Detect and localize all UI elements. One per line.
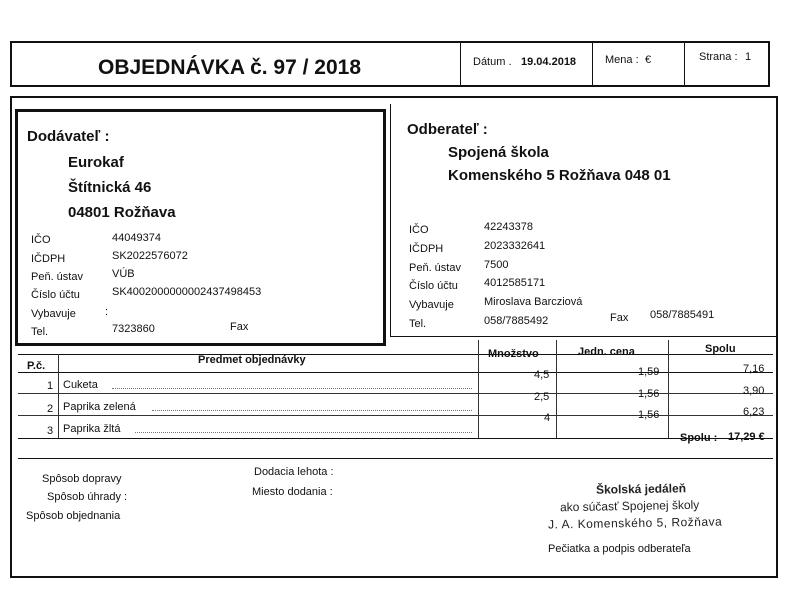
- stamp-line-3: J. A. Komenského 5, Rožňava: [547, 514, 723, 532]
- row-item: Cuketa: [63, 379, 98, 391]
- row-qty: 4,5: [534, 369, 550, 381]
- supplier-account-value: SK4002000000002437498453: [112, 286, 262, 298]
- sum-label: Spolu :: [680, 432, 718, 444]
- row-price: 1,59: [638, 366, 660, 378]
- page-number-cell: [684, 41, 771, 87]
- customer-bank-label: Peň. ústav: [409, 262, 461, 274]
- table-header-line: [18, 372, 773, 373]
- table-sum-line: [18, 458, 773, 459]
- page-label: Strana :: [699, 51, 738, 63]
- col-divider: [478, 340, 479, 438]
- customer-icdph-label: IČDPH: [409, 243, 444, 255]
- supplier-ico-label: IČO: [31, 234, 51, 246]
- row-leader-dots: [152, 410, 472, 411]
- currency-label: Mena :: [605, 54, 639, 66]
- customer-ico-label: IČO: [409, 224, 429, 236]
- customer-heading: Odberateľ :: [407, 121, 488, 138]
- customer-bottom-line: [390, 336, 777, 337]
- col-header-qty: Množstvo: [488, 348, 539, 360]
- customer-contact-label: Vybavuje: [409, 299, 454, 311]
- customer-contact-value: Miroslava Barcziová: [484, 296, 583, 308]
- currency-value: €: [645, 54, 652, 66]
- supplier-phone-label: Tel.: [31, 326, 49, 338]
- row-total: 7,16: [743, 363, 765, 375]
- table-row-line: [18, 393, 773, 394]
- table-top-line: [18, 354, 773, 355]
- supplier-street: Štítnická 46: [68, 179, 152, 196]
- col-header-item: Predmet objednávky: [198, 354, 306, 366]
- school-stamp: [540, 480, 760, 536]
- row-leader-dots: [135, 432, 472, 433]
- transport-label: Spôsob dopravy: [42, 473, 122, 485]
- supplier-contact-label: Vybavuje: [31, 308, 76, 320]
- table-row-line: [18, 415, 773, 416]
- sum-value: 17,29 €: [728, 431, 765, 443]
- supplier-fax-label: Fax: [230, 321, 249, 333]
- supplier-bank-label: Peň. ústav: [31, 271, 83, 283]
- supplier-bank-value: VÚB: [112, 268, 135, 280]
- row-qty: 2,5: [534, 391, 550, 403]
- order-method-label: Spôsob objednania: [26, 510, 121, 522]
- col-divider: [556, 340, 557, 438]
- supplier-phone-value: 7323860: [112, 323, 155, 335]
- payment-label: Spôsob úhrady :: [47, 491, 128, 503]
- row-item: Paprika žltá: [63, 423, 121, 435]
- date-label: Dátum .: [473, 56, 512, 68]
- customer-name: Spojená škola: [448, 144, 549, 161]
- stamp-line-1: Školská jedáleň: [595, 481, 687, 497]
- stamp-line-2: ako súčasť Spojenej školy: [559, 497, 700, 515]
- date-cell: [460, 41, 593, 87]
- customer-fax-value: 058/7885491: [650, 309, 715, 321]
- order-title: OBJEDNÁVKA č. 97 / 2018: [98, 56, 362, 79]
- row-total: 6,23: [743, 406, 765, 418]
- col-divider: [668, 340, 669, 438]
- row-price: 1,56: [638, 388, 660, 400]
- customer-icdph-value: 2023332641: [484, 240, 546, 252]
- row-qty: 4: [544, 412, 551, 424]
- currency-cell: [592, 41, 685, 87]
- table-bottom-line: [18, 438, 773, 439]
- page-value: 1: [745, 51, 752, 63]
- col-divider: [58, 354, 59, 438]
- supplier-heading: Dodávateľ :: [27, 128, 110, 145]
- col-header-price: Jedn. cena: [578, 346, 635, 358]
- delivery-label: Dodacia lehota :: [254, 466, 334, 478]
- customer-account-value: 4012585171: [484, 277, 546, 289]
- supplier-city: 04801 Rožňava: [68, 204, 176, 221]
- row-number: 2: [47, 403, 54, 415]
- supplier-name: Eurokaf: [68, 154, 124, 171]
- supplier-ico-value: 44049374: [112, 232, 161, 244]
- customer-phone-value: 058/7885492: [484, 315, 549, 327]
- customer-account-label: Číslo účtu: [409, 280, 458, 292]
- supplier-icdph-value: SK2022576072: [112, 250, 188, 262]
- customer-fax-label: Fax: [610, 312, 629, 324]
- customer-bank-value: 7500: [484, 259, 509, 271]
- row-number: 3: [47, 425, 54, 437]
- row-price: 1,56: [638, 409, 660, 421]
- customer-phone-label: Tel.: [409, 318, 427, 330]
- row-item: Paprika zelená: [63, 401, 136, 413]
- row-leader-dots: [112, 388, 472, 389]
- customer-address: Komenského 5 Rožňava 048 01: [448, 167, 671, 184]
- row-total: 3,90: [743, 385, 765, 397]
- delivery-place-label: Miesto dodania :: [252, 486, 333, 498]
- date-value: 19.04.2018: [521, 56, 577, 68]
- col-header-total: Spolu: [705, 343, 736, 355]
- supplier-account-label: Číslo účtu: [31, 289, 80, 301]
- row-number: 1: [47, 380, 54, 392]
- customer-divider: [390, 104, 391, 336]
- col-header-no: P.č.: [27, 360, 46, 372]
- signature-label: Pečiatka a podpis odberateľa: [548, 543, 691, 555]
- customer-ico-value: 42243378: [484, 221, 533, 233]
- supplier-icdph-label: IČDPH: [31, 253, 66, 265]
- supplier-contact-colon: :: [105, 306, 109, 318]
